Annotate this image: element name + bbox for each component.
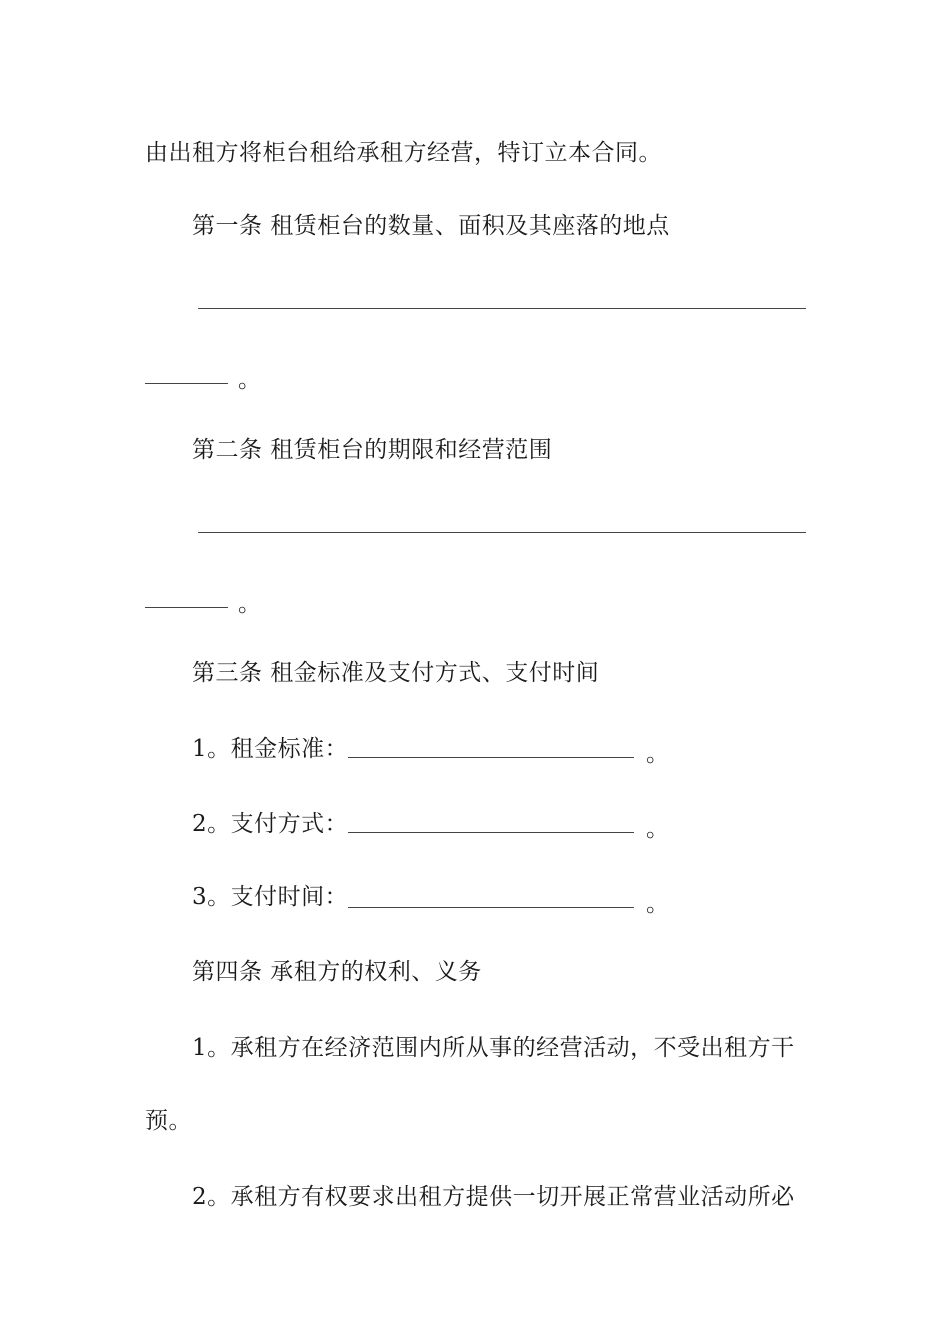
- article-4-item-2-line-1: 2。承租方有权要求出租方提供一切开展正常营业活动所必: [192, 1184, 795, 1210]
- article-2-heading: 第二条 租赁柜台的期限和经营范围: [192, 437, 553, 463]
- article-1-blank-line-continued[interactable]: [145, 383, 228, 384]
- article-2-blank-line-continued[interactable]: [145, 607, 228, 608]
- payment-time-label: 3。支付时间：: [192, 884, 349, 910]
- article-4-item-1-line-2: 预。: [145, 1108, 192, 1134]
- payment-time-period: 。: [646, 891, 670, 917]
- payment-time-blank[interactable]: [348, 907, 634, 908]
- payment-method-label: 2。支付方式：: [192, 811, 349, 837]
- article-2-blank-line[interactable]: [198, 532, 806, 533]
- payment-method-period: 。: [646, 816, 670, 842]
- rent-standard-blank[interactable]: [348, 757, 634, 758]
- article-2-period: 。: [238, 591, 262, 617]
- article-3-heading: 第三条 租金标准及支付方式、支付时间: [192, 660, 600, 686]
- article-4-heading: 第四条 承租方的权利、义务: [192, 959, 482, 985]
- article-1-period: 。: [238, 367, 262, 393]
- article-1-blank-line[interactable]: [198, 308, 806, 309]
- rent-standard-period: 。: [646, 741, 670, 767]
- article-1-heading: 第一条 租赁柜台的数量、面积及其座落的地点: [192, 213, 670, 239]
- article-4-item-1-line-1: 1。承租方在经济范围内所从事的经营活动，不受出租方干: [192, 1035, 795, 1061]
- rent-standard-label: 1。租金标准：: [192, 736, 349, 762]
- payment-method-blank[interactable]: [348, 832, 634, 833]
- contract-intro-line: 由出租方将柜台租给承租方经营，特订立本合同。: [145, 140, 662, 166]
